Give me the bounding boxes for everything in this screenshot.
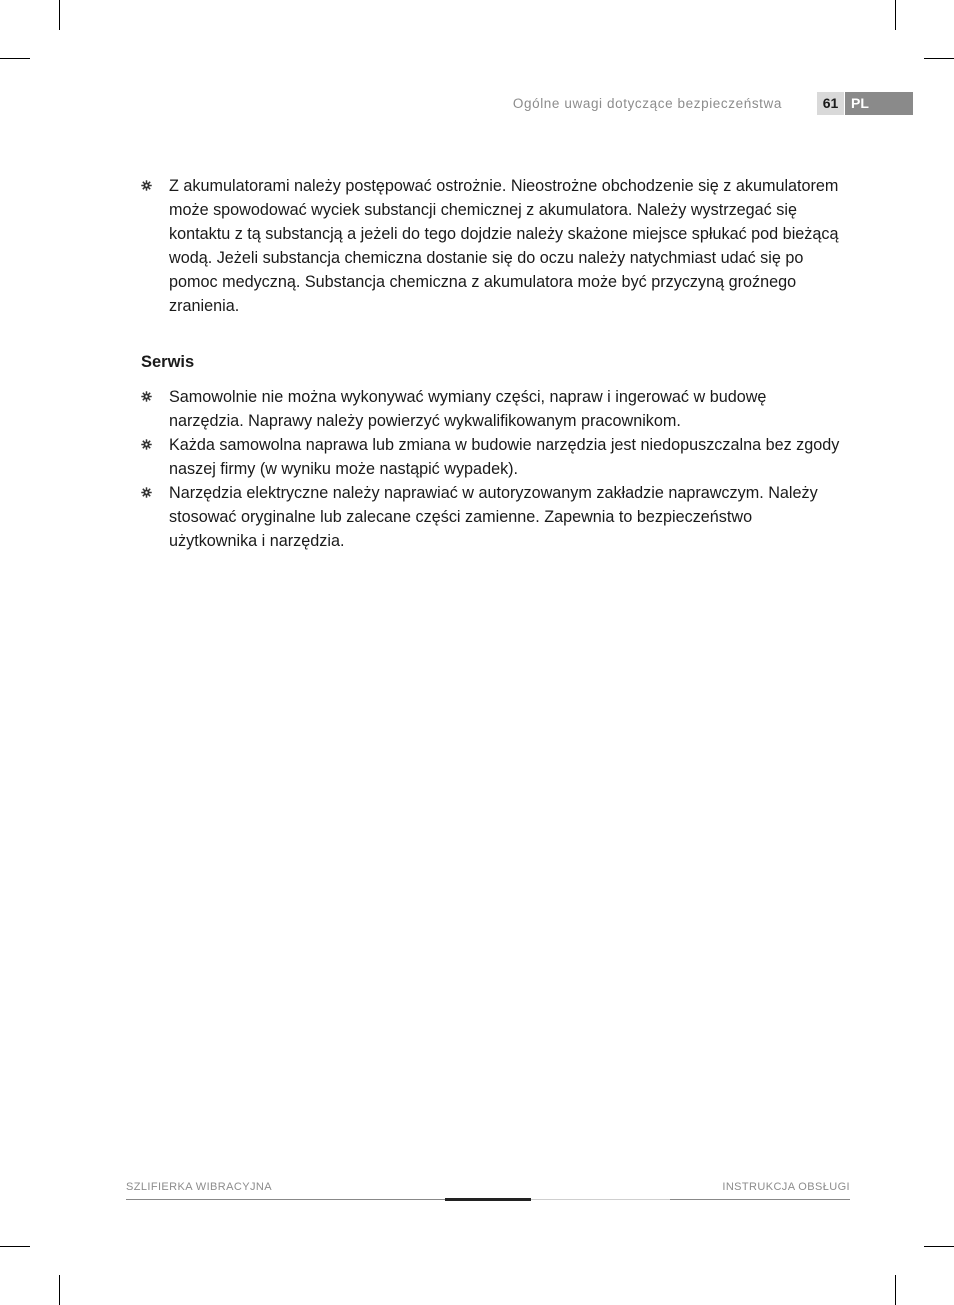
crop-mark	[59, 0, 60, 30]
list-item	[141, 385, 841, 433]
crop-mark	[0, 58, 30, 59]
section-heading: Serwis	[141, 353, 195, 371]
crop-mark	[0, 1246, 30, 1247]
list-item	[141, 174, 841, 318]
list-item	[141, 433, 841, 481]
page-number: 61	[817, 92, 844, 115]
language-tab: PL	[845, 92, 913, 115]
footer-divider-light	[531, 1199, 670, 1200]
crop-mark	[895, 0, 896, 30]
service-list	[141, 385, 841, 553]
intro-list	[141, 174, 841, 318]
crop-mark	[924, 1246, 954, 1247]
gear-bullet-icon	[141, 487, 152, 498]
gear-bullet-icon	[141, 439, 152, 450]
crop-mark	[59, 1275, 60, 1305]
list-item-text: Każda samowolna naprawa lub zmiana w budowie narzędzia jest niedopuszczalna bez zgody naszej firmy (w wyniku może nastąpić wypadek).	[169, 436, 840, 478]
footer-document-type: INSTRUKCJA OBSŁUGI	[722, 1181, 850, 1193]
gear-bullet-icon	[141, 391, 152, 402]
footer-divider-accent	[445, 1198, 531, 1201]
list-item-text: Narzędzia elektryczne należy naprawiać w autoryzowanym zakładzie naprawczym. Należy stosować oryginalne lub zalecane części zamienne. Zapewnia to bezpieczeństwo użytkownika i narzędzia.	[169, 484, 818, 550]
crop-mark	[895, 1275, 896, 1305]
list-item	[141, 481, 841, 553]
list-item-text: Samowolnie nie można wykonywać wymiany części, napraw i ingerować w budowę narzędzia. Naprawy należy powierzyć wykwalifikowanym pracownikom.	[169, 388, 767, 430]
footer-product-name: SZLIFIERKA WIBRACYJNA	[126, 1181, 272, 1193]
header-title: Ogólne uwagi dotyczące bezpieczeństwa	[512, 96, 782, 111]
crop-mark	[924, 58, 954, 59]
list-item-text: Z akumulatorami należy postępować ostrożnie. Nieostrożne obchodzenie się z akumulatorem może spowodować wyciek substancji chemicznej z akumulatora. Należy wystrzegać się kontaktu z tą substancją a jeżeli do tego dojdzie należy skażone miejsce spłukać pod bieżącą wodą. Jeżeli substancja chemiczna dostanie się do oczu należy natychmiast udać się po pomoc medyczną. Substancja chemiczna z akumulatora może być przyczyną groźnego zranienia.	[169, 177, 839, 315]
gear-bullet-icon	[141, 180, 152, 191]
main-content	[141, 174, 841, 553]
